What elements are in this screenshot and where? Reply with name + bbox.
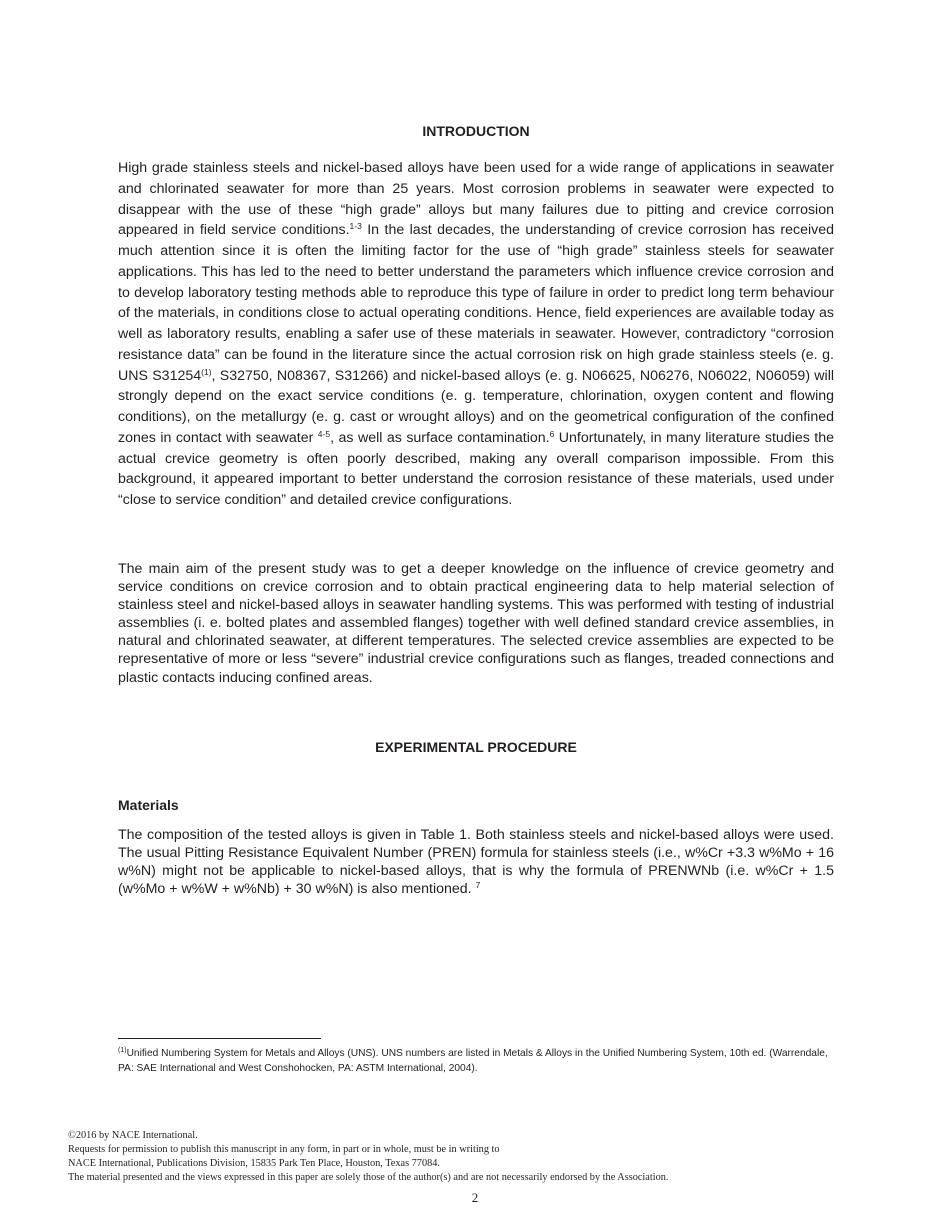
citation-7: 7 — [475, 880, 481, 890]
copyright-line: ©2016 by NACE International. — [68, 1130, 198, 1141]
copyright-notice — [68, 1129, 868, 1185]
address-line: NACE International, Publications Division, 15835 Park Ten Place, Houston, Texas 77084. — [68, 1158, 440, 1169]
page-number: 2 — [471, 1190, 479, 1205]
footnote-marker: (1) — [118, 1047, 127, 1054]
introduction-paragraph-2: The main aim of the present study was to get a deeper knowledge on the influence of crevice geometry and service conditions on crevice corrosion and to obtain practical engineering data to help material selection of stainless steel and nickel-based alloys in seawater handling systems. This was performed with testing of industrial assemblies (i. e. bolted plates and assembled flanges) together with well defined standard crevice assemblies, in natural and chlorinated seawater, at different temperatures. The selected crevice assemblies are expected to be representative of more or less “severe” industrial crevice configurations such as flanges, treaded connections and plastic contacts inducing confined areas. — [118, 561, 834, 686]
citation-1-3: 1-3 — [349, 221, 362, 232]
citation-6: 6 — [549, 428, 555, 439]
permission-line: Requests for permission to publish this manuscript in any form, in part or in whole, must be in writing to — [68, 1144, 500, 1155]
materials-heading: Materials — [118, 797, 179, 813]
introduction-paragraph-1: High grade stainless steels and nickel-based alloys have been used for a wide range of applications in seawater and chlorinated seawater for more than 25 years. Most corrosion problems in seawater were expected to disappear with the use of these “high grade” alloys but many failures due to pitting and crevice corrosion appeared in field service conditions.$^{1-3}$ In the last decades, the understanding of crevice corrosion has received much attention since it is often the limiting factor for the use of “high grade” stainless steels for seawater applications. This has led to the need to better understand the parameters which influence crevice corrosion and to develop laboratory testing methods able to reproduce this type of failure in order to predict long term behaviour of the materials, in conditions close to actual operating conditions. Hence, field experiences are available today as well as laboratory results, enabling a safer use of these materials in seawater. However, contradictory “corrosion resistance data” can be found in the literature since the actual corrosion risk on high grade stainless steels (e. g. UNS S31254$^{(1)}$, S32750, N08367, S31266) and nickel-based alloys (e. g. N06625, N06276, N06022, N06059) will strongly depend on the exact service conditions (e. g. temperature, chlorination, oxygen content and flowing conditions), on the metallurgy (e. g. cast or wrought alloys) and on the geometrical configuration of the confined zones in contact with seawater $^{4-5}$, as well as surface contamination.$^6$ Unfortunately, in many literature studies the actual crevice geometry is often poorly described, making any overall comparison impossible. From this background, it appeared important to better understand the corrosion resistance of these materials, used under “close to service condition” and detailed crevice configurations. — [118, 160, 835, 508]
footnote: $^{(1)}$Unified Numbering System for Metals and Alloys (UNS). UNS numbers are listed in Metals & Alloys in the Unified Numbering System, 10th ed. (Warrendale, PA: SAE International and West Conshohocken, PA: ASTM International, 2004). — [118, 1047, 828, 1074]
disclaimer-line: The material presented and the views expressed in this paper are solely those of the author(s) and are not necessarily endorsed by the Association. — [68, 1172, 669, 1183]
footnote-ref-1: (1) — [201, 366, 212, 377]
citation-4-5: 4-5 — [317, 428, 331, 439]
experimental-procedure-heading: EXPERIMENTAL PROCEDURE — [375, 739, 577, 755]
footnote-divider — [118, 1038, 321, 1039]
materials-paragraph: The composition of the tested alloys is given in Table 1. Both stainless steels and nickel-based alloys were used. The usual Pitting Resistance Equivalent Number (PREN) formula for stainless steels (i.e., w%Cr +3.3 w%Mo + 16 w%N) might not be applicable to nickel-based alloys, that is why the formula of PRENWNb (i.e. w%Cr + 1.5 (w%Mo + w%W + w%Nb) + 30 w%N) is also mentioned. $^7$ — [118, 827, 834, 897]
introduction-heading: INTRODUCTION — [422, 123, 530, 139]
